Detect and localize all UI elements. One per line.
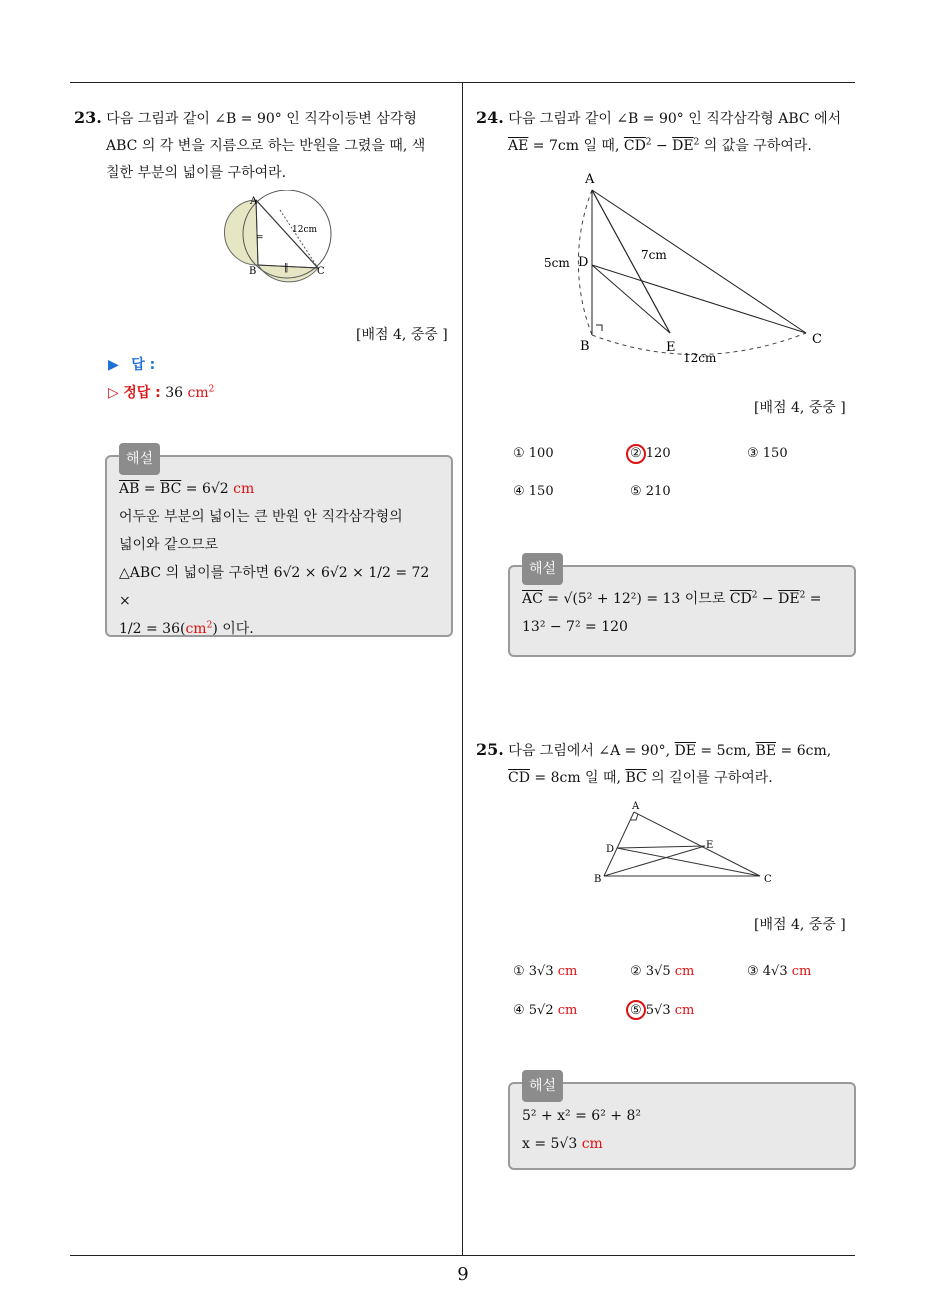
q23-label-c: C bbox=[317, 266, 325, 277]
q25-number: 25. bbox=[476, 740, 504, 759]
q23-solution-box bbox=[105, 451, 453, 637]
q24-option-3[interactable]: ③ 150 bbox=[747, 446, 788, 461]
q23-mark-eq: = bbox=[256, 233, 264, 243]
q23-sol-line4: △ABC 의 넓이를 구하면 6√2 × 6√2 × 1/2 = 72 × bbox=[119, 565, 430, 609]
q23-sol-l5b: ) 이다. bbox=[212, 621, 254, 637]
q23-meta: [배점 4, 중중 ] bbox=[356, 327, 448, 343]
q24-number: 24. bbox=[476, 108, 504, 127]
q23-mark-par: ‖ bbox=[284, 263, 289, 273]
q23-sol-line5: $1/2 = 36(cm^2)$ 이다. bbox=[119, 620, 254, 637]
q25-label-e: E bbox=[706, 840, 714, 851]
q24-sol-cd: $\overline{CD}$ bbox=[729, 591, 752, 607]
triangle-outline-icon: ▷ bbox=[108, 385, 119, 401]
q23-label-b: B bbox=[249, 266, 257, 277]
q23-solution-tag: 해설 bbox=[119, 443, 160, 475]
q23-line1: 다음 그림과 같이 ∠B = 90° 인 직각이등변 삼각형 bbox=[106, 111, 417, 127]
q24-l2c: 의 값을 구하여라. bbox=[699, 138, 812, 154]
q25-option-1-val: 3√3 bbox=[524, 964, 558, 979]
q23-sol-bc: $\overline{BC}$ bbox=[160, 481, 182, 497]
q25-de: $\overline{DE}$ bbox=[674, 743, 696, 759]
q25-cd: $\overline{CD}$ bbox=[508, 770, 530, 786]
q24-sol-line2: 13² − 7² = 120 bbox=[522, 619, 628, 635]
q24-sol-de: $\overline{DE}$ bbox=[778, 591, 800, 607]
q24-label-b: B bbox=[580, 339, 590, 354]
q25-sol-line1: 5² + x² = 6² + 8² bbox=[522, 1108, 641, 1124]
q24-sol-c: = bbox=[805, 591, 822, 607]
q24-stem bbox=[476, 104, 861, 160]
q23-line2: ABC 의 각 변을 지름으로 하는 반원을 그렸을 때, 색 bbox=[106, 138, 426, 154]
q25-figure bbox=[590, 798, 780, 890]
q25-label-c: C bbox=[764, 874, 772, 885]
q25-label-b: B bbox=[594, 874, 602, 885]
q23-sol-l5-unit: cm bbox=[185, 621, 207, 637]
q23-sol-eq: = bbox=[139, 481, 161, 497]
q25-meta: [배점 4, 중중 ] bbox=[754, 917, 846, 933]
q25-l2a: = 8cm 일 때, bbox=[529, 770, 626, 786]
q25-option-1-num: ① bbox=[513, 964, 525, 979]
q24-l2a: = 7cm 일 때, bbox=[528, 138, 624, 154]
q25-stem bbox=[476, 736, 861, 792]
q23-label-len: 12cm bbox=[292, 225, 318, 235]
q24-option-4[interactable]: ④ 150 bbox=[513, 484, 554, 499]
q24-option-1[interactable]: ① 100 bbox=[513, 446, 554, 461]
q25-option-2[interactable] bbox=[630, 964, 694, 979]
q24-sol-a: = √(5² + 12²) = 13 이므로 bbox=[542, 591, 730, 607]
q24-sol-b: − bbox=[757, 591, 779, 607]
q24-sol-line1: $\overline{AC} = √(5^2 + 12^2) = 13$ 이므로 $\overline{CD}^2 - \overline{DE}^2$ = bbox=[522, 590, 822, 607]
q24-de: $\overline{DE}$ bbox=[672, 138, 694, 154]
q23-sol-unit: cm bbox=[233, 481, 255, 497]
q23-answer-label: 답 : bbox=[131, 357, 156, 373]
q24-label-d: D bbox=[578, 255, 589, 270]
q25-l1b: = 5cm, bbox=[695, 743, 756, 759]
q23-label-a: A bbox=[250, 196, 258, 207]
q25-option-5-val: 5√3 bbox=[641, 1003, 675, 1018]
q24-label-c: C bbox=[812, 332, 822, 347]
q25-option-4[interactable] bbox=[513, 1003, 577, 1018]
q25-option-3-unit: cm bbox=[791, 964, 812, 979]
q23-sol-line2: 어두운 부분의 넓이는 큰 반원 안 직각삼각형의 bbox=[119, 509, 403, 525]
q23-correct-label: 정답 : bbox=[123, 385, 161, 401]
q23-correct-row: ▷ 정답 : 36 $cm^2$ bbox=[108, 384, 215, 401]
q24-line1: 다음 그림과 같이 ∠B = 90° 인 직각삼각형 ABC 에서 bbox=[508, 111, 842, 127]
q23-sol-ab: $\overline{AB}$ bbox=[119, 481, 140, 497]
q25-option-4-num: ④ bbox=[513, 1003, 525, 1018]
q25-option-4-val: 5√2 bbox=[524, 1003, 558, 1018]
q23-sol-line3: 넓이와 같으므로 bbox=[119, 537, 219, 553]
q24-line2: $\overline{AE} = 7cm$ 일 때, $\overline{CD}^2 - \overline{DE}^2$ 의 값을 구하여라. bbox=[508, 137, 812, 154]
q23-stem bbox=[74, 104, 459, 187]
q25-option-1-unit: cm bbox=[557, 964, 578, 979]
q25-sol-l2-unit: cm bbox=[581, 1136, 603, 1152]
q24-ae: $\overline{AE}$ bbox=[508, 138, 529, 154]
q23-answer-row bbox=[108, 354, 155, 374]
q24-l2b: − bbox=[651, 138, 673, 154]
q23-correct-value: 36 bbox=[165, 385, 184, 401]
q24-option-2[interactable]: ② 120 bbox=[630, 446, 671, 461]
q25-sol-line2 bbox=[522, 1130, 842, 1158]
q25-selected-mark bbox=[626, 1000, 646, 1020]
q24-figure bbox=[538, 165, 838, 370]
q24-cd: $\overline{CD}$ bbox=[623, 138, 646, 154]
q25-option-4-unit: cm bbox=[557, 1003, 578, 1018]
q25-label-d: D bbox=[606, 844, 615, 855]
q24-option-5[interactable]: ⑤ 210 bbox=[630, 484, 671, 499]
q25-l2b: 의 길이를 구하여라. bbox=[646, 770, 773, 786]
q23-line3: 칠한 부분의 넓이를 구하여라. bbox=[106, 165, 287, 181]
q23-sol-line1 bbox=[119, 475, 439, 503]
q24-label-a: A bbox=[585, 172, 595, 187]
q24-solution-tag: 해설 bbox=[522, 553, 563, 585]
q23-correct-unit: cm bbox=[187, 385, 209, 401]
play-icon: ▶ bbox=[108, 357, 119, 373]
column-divider bbox=[462, 82, 463, 1255]
q25-l1a: 다음 그림에서 ∠A = 90°, bbox=[508, 743, 675, 759]
q24-solution-box bbox=[508, 561, 856, 657]
q25-label-a: A bbox=[632, 801, 640, 812]
q25-option-2-num: ② bbox=[630, 964, 642, 979]
q25-solution-tag: 해설 bbox=[522, 1070, 563, 1102]
q25-option-3-val: 4√3 bbox=[758, 964, 792, 979]
q25-sol-l2: x = 5√3 bbox=[522, 1136, 582, 1152]
q25-option-3-num: ③ bbox=[747, 964, 759, 979]
q23-figure bbox=[220, 190, 340, 300]
q23-number: 23. bbox=[74, 108, 102, 127]
q24-meta: [배점 4, 중중 ] bbox=[754, 400, 846, 416]
q25-option-5-unit: cm bbox=[674, 1003, 695, 1018]
q25-option-3[interactable] bbox=[747, 964, 811, 979]
q25-option-2-val: 3√5 bbox=[641, 964, 675, 979]
q24-label-7cm: 7cm bbox=[641, 248, 667, 262]
bottom-rule bbox=[70, 1255, 855, 1256]
q24-label-e: E bbox=[666, 340, 676, 355]
q25-bc: $\overline{BC}$ bbox=[625, 770, 647, 786]
q25-option-2-unit: cm bbox=[674, 964, 695, 979]
q25-solution-box bbox=[508, 1078, 856, 1170]
q23-sol-val: = 6√2 bbox=[181, 481, 234, 497]
q25-option-1[interactable] bbox=[513, 964, 577, 979]
q25-option-5-num: ⑤ bbox=[630, 1003, 642, 1018]
q23-sol-l5a: 1/2 = 36( bbox=[119, 621, 186, 637]
q25-l1c: = 6cm, bbox=[776, 743, 832, 759]
page-number: 9 bbox=[457, 1264, 469, 1285]
q25-line2 bbox=[476, 765, 861, 792]
q24-label-12cm: 12cm bbox=[683, 351, 717, 365]
q25-be: $\overline{BE}$ bbox=[755, 743, 777, 759]
q24-label-5cm: 5cm bbox=[544, 256, 570, 270]
q24-sol-ac: $\overline{AC}$ bbox=[522, 591, 543, 607]
q24-selected-mark bbox=[626, 444, 646, 464]
